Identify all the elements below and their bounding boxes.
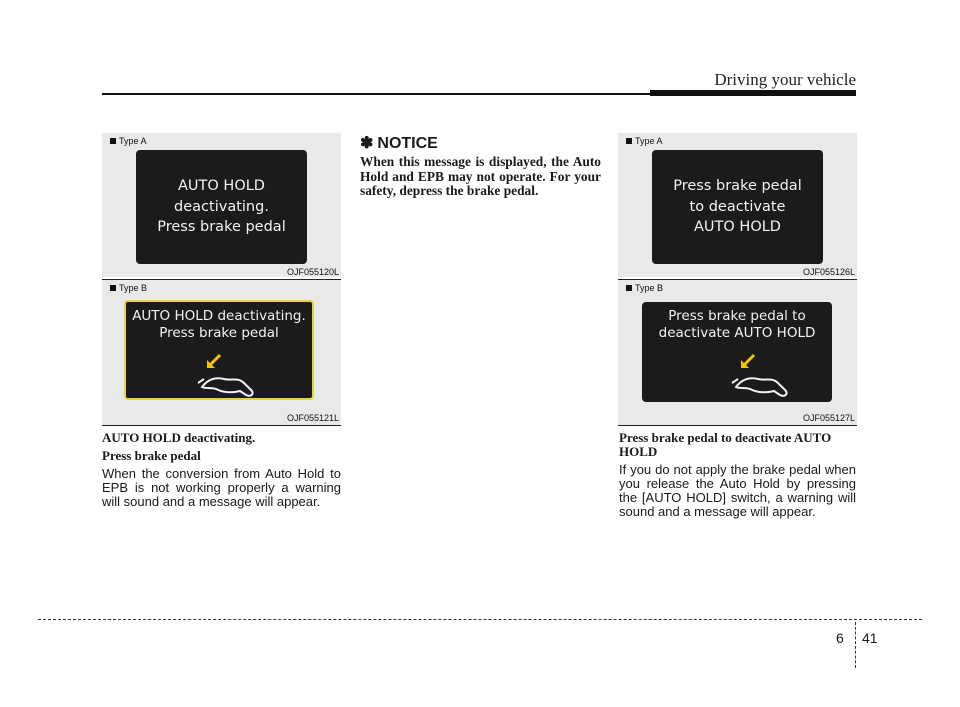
screen-line: AUTO HOLD <box>178 178 265 195</box>
figure-code: OJF055127L <box>802 413 855 423</box>
page-number: 41 <box>862 630 878 646</box>
cluster-screen <box>652 150 823 264</box>
bullet-square-icon <box>626 138 632 144</box>
footer-divider <box>855 622 856 668</box>
bullet-square-icon <box>626 285 632 291</box>
screen-line: Press brake pedal <box>159 325 279 341</box>
brake-pedal-icon <box>728 349 798 399</box>
figure-right-type-a <box>618 133 857 277</box>
type-label: Type A <box>110 136 147 146</box>
type-label: Type B <box>110 283 147 293</box>
screen-line: AUTO HOLD <box>694 219 781 236</box>
figure-code: OJF055121L <box>286 413 339 423</box>
figure-code: OJF055120L <box>286 267 339 277</box>
notice-title: ✽ NOTICE <box>360 135 438 152</box>
cluster-screen <box>136 150 307 264</box>
figure-left-type-a <box>102 133 341 277</box>
figure-left-type-b <box>102 280 341 425</box>
figure-right-type-b <box>618 280 857 425</box>
paragraph: If you do not apply the brake pedal when you release the Auto Hold by pressing the [AUTO HOLD] switch, a warning will sound and a message will appear. <box>619 462 856 519</box>
bullet-square-icon <box>110 138 116 144</box>
screen-line: deactivating. <box>174 198 269 215</box>
message-subheading: Press brake pedal <box>102 448 201 463</box>
screen-line: Press brake pedal to <box>668 308 806 324</box>
right-column-text <box>619 431 856 519</box>
cluster-screen <box>124 300 314 400</box>
screen-line: to deactivate <box>689 198 786 215</box>
figure-rule <box>618 425 857 426</box>
screen-line: AUTO HOLD deactivating. <box>132 308 306 324</box>
screen-line: Press brake pedal <box>673 178 802 195</box>
message-heading: Press brake pedal to deactivate AUTO HOLD <box>619 430 832 459</box>
section-title: Driving your vehicle <box>714 70 856 89</box>
notice-body: When this message is displayed, the Auto Hold and EPB may not operate. For your safety, depress the brake pedal. <box>360 154 601 198</box>
screen-line: Press brake pedal <box>157 219 286 236</box>
message-heading: AUTO HOLD deactivating. <box>102 430 256 445</box>
left-column-text <box>102 431 341 509</box>
figure-code: OJF055126L <box>802 267 855 277</box>
paragraph: When the conversion from Auto Hold to EPB is not working properly a warning will sound and a message will appear. <box>102 466 341 509</box>
brake-pedal-icon <box>194 349 264 399</box>
screen-line: deactivate AUTO HOLD <box>658 325 816 341</box>
figure-rule <box>102 425 341 426</box>
type-label: Type B <box>626 283 663 293</box>
footer-dashed-rule <box>38 619 922 620</box>
type-label: Type A <box>626 136 663 146</box>
bullet-square-icon <box>110 285 116 291</box>
cluster-screen <box>642 302 832 402</box>
notice-icon: ✽ <box>360 135 374 152</box>
header-bar <box>650 90 856 96</box>
chapter-number: 6 <box>836 630 844 646</box>
